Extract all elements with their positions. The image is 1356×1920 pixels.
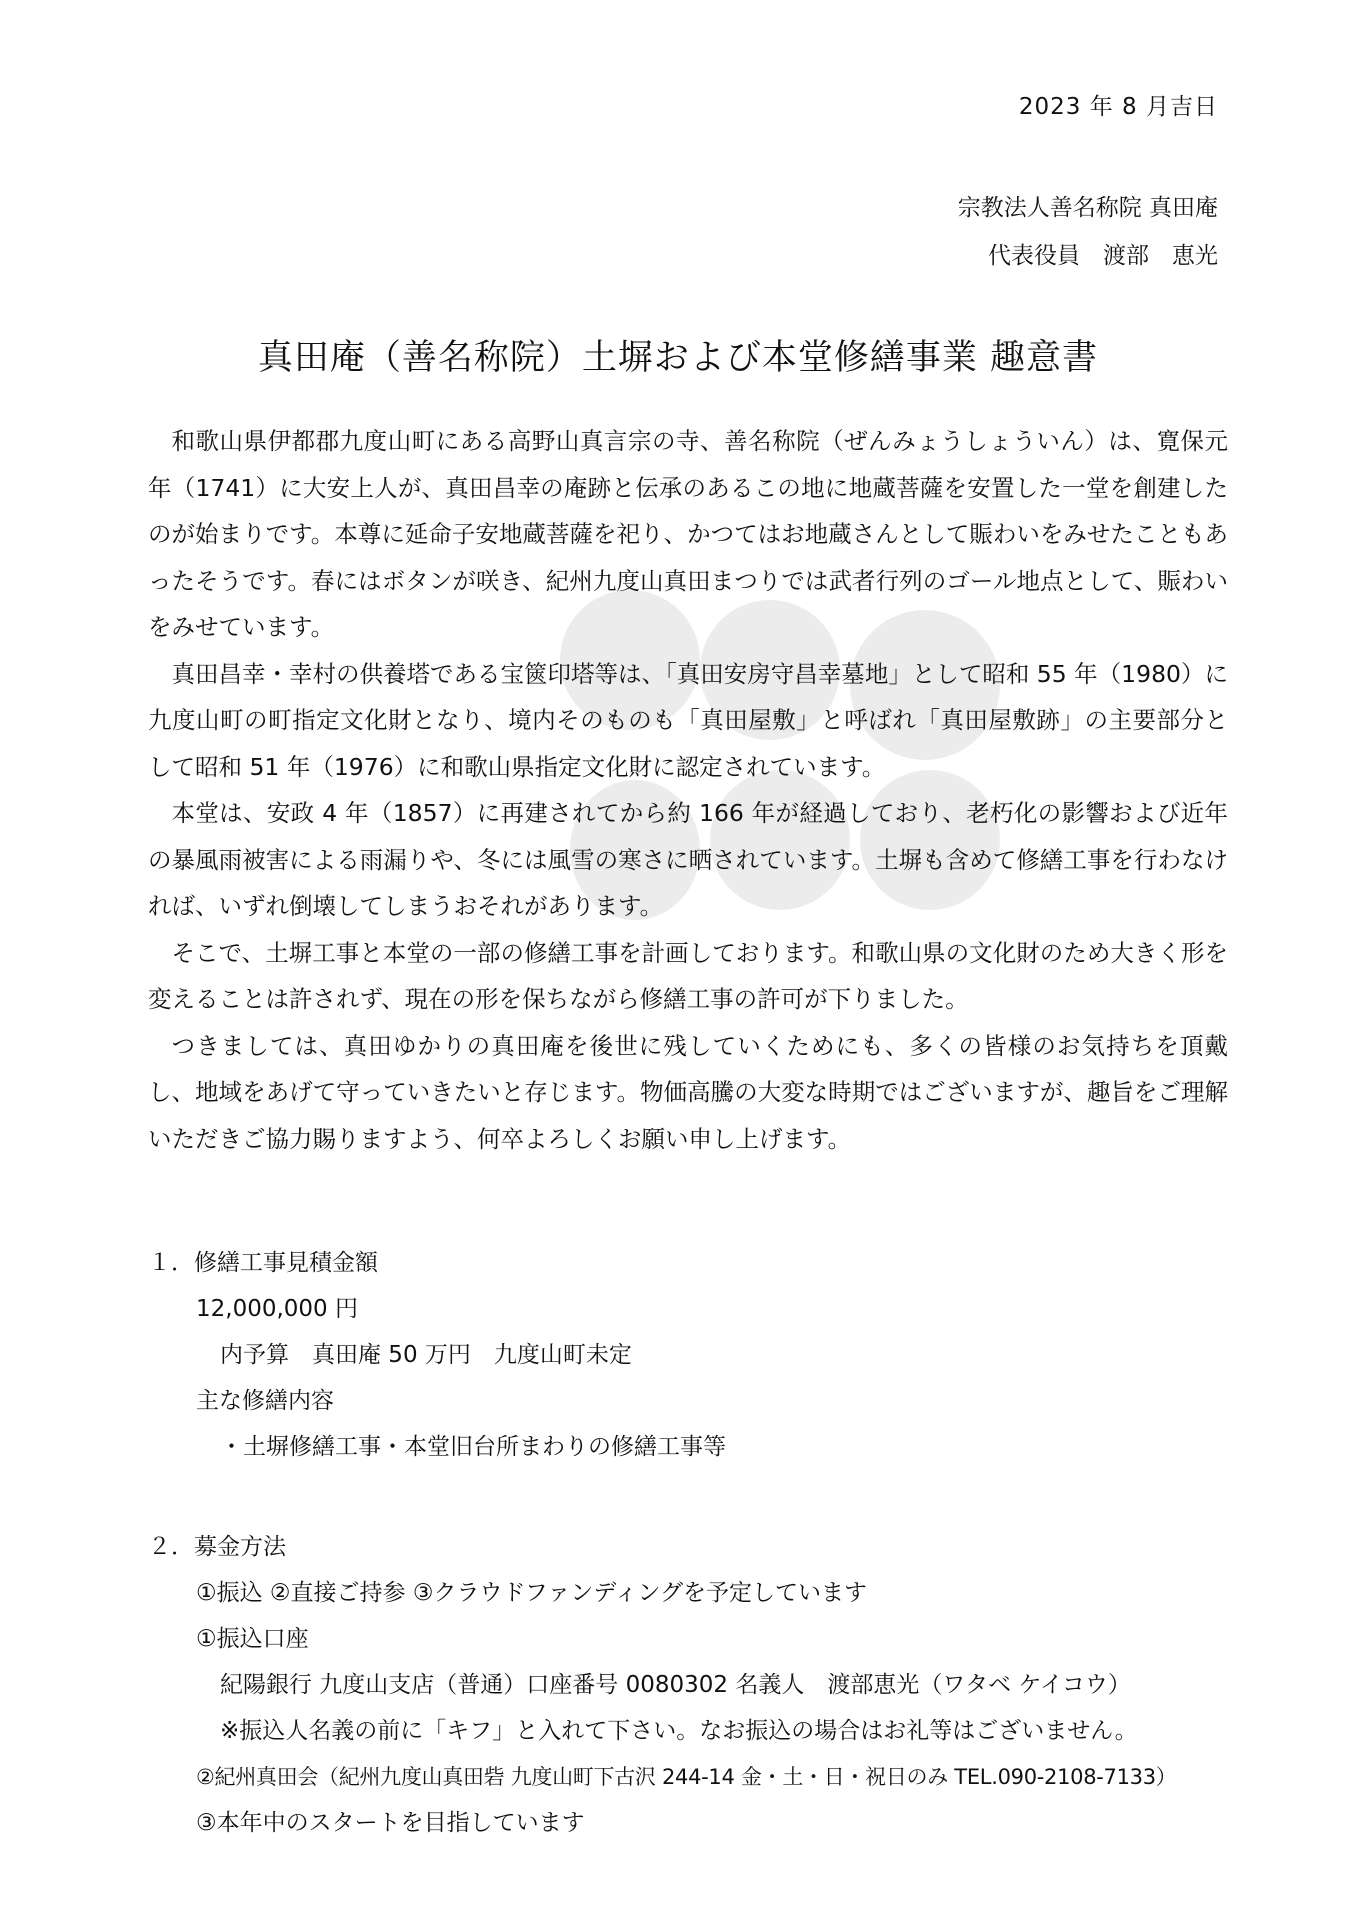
section-fundraising — [148, 1524, 1177, 1846]
document-date: 2023 年 8 月吉日 — [1018, 94, 1218, 120]
fundraising-methods: ①振込 ②直接ご持参 ③クラウドファンディングを予定しています — [196, 1580, 868, 1606]
section-heading: ２．募金方法 — [148, 1534, 286, 1560]
body-text — [148, 418, 1228, 1162]
repair-content-item: ・土塀修繕工事・本堂旧台所まわりの修繕工事等 — [220, 1434, 726, 1460]
section-heading: １．修繕工事見積金額 — [148, 1250, 378, 1276]
repair-content-label: 主な修繕内容 — [196, 1388, 334, 1414]
paragraph: そこで、土塀工事と本堂の一部の修繕工事を計画しております。和歌山県の文化財のため大きく形を変えることは許されず、現在の形を保ちながら修繕工事の許可が下りました。 — [148, 938, 1228, 1013]
budget-breakdown: 内予算 真田庵 50 万円 九度山町未定 — [220, 1342, 632, 1368]
paragraph: 本堂は、安政 4 年（1857）に再建されてから約 166 年が経過しており、老朽化の影響および近年の暴風雨被害による雨漏りや、冬には風雪の寒さに晒されています。土塀も含めて修繕工事を行わなければ、いずれ倒壊してしまうおそれがあります。 — [148, 799, 1228, 920]
representative-name: 代表役員 渡部 恵光 — [988, 243, 1218, 269]
crowdfunding-info: ③本年中のスタートを目指しています — [196, 1810, 585, 1836]
paragraph: 和歌山県伊都郡九度山町にある高野山真言宗の寺、善名称院（ぜんみょうしょういん）は、寛保元年（1741）に大安上人が、真田昌幸の庵跡と伝承のあるこの地に地蔵菩薩を安置した一堂を創建したのが始まりです。本尊に延命子安地蔵菩薩を祀り、かつてはお地蔵さんとして賑わいをみせたこともあったそうです。春にはボタンが咲き、紀州九度山真田まつりでは武者行列のゴール地点として、賑わいをみせています。 — [148, 427, 1228, 641]
direct-delivery-info: ②紀州真田会（紀州九度山真田砦 九度山町下古沢 244-14 金・土・日・祝日のみ TEL.090-2108-7133） — [196, 1765, 1177, 1789]
org-name: 宗教法人善名称院 真田庵 — [957, 195, 1218, 221]
paragraph: つきましては、真田ゆかりの真田庵を後世に残していくためにも、多くの皆様のお気持ちを頂戴し、地域をあげて守っていきたいと存じます。物価高騰の大変な時期ではございますが、趣旨をご理解いただきご協力賜りますよう、何卒よろしくお願い申し上げます。 — [148, 1031, 1228, 1153]
bank-transfer-note: ※振込人名義の前に「キフ」と入れて下さい。なお振込の場合はお礼等はございません。 — [220, 1718, 1138, 1744]
issuer-block — [958, 184, 1218, 280]
estimate-amount: 12,000,000 円 — [196, 1296, 358, 1322]
paragraph: 真田昌幸・幸村の供養塔である宝篋印塔等は、「真田安房守昌幸墓地」として昭和 55 年（1980）に九度山町の町指定文化財となり、境内そのものも「真田屋敷」と呼ばれ「真田屋敷跡」の主要部分として昭和 51 年（1976）に和歌山県指定文化財に認定されています。 — [148, 659, 1228, 781]
bank-account-label: ①振込口座 — [196, 1626, 309, 1652]
document-title: 真田庵（善名称院）土塀および本堂修繕事業 趣意書 — [257, 338, 1099, 378]
bank-account-detail: 紀陽銀行 九度山支店（普通）口座番号 0080302 名義人 渡部恵光（ワタベ ケイコウ） — [220, 1672, 1131, 1698]
section-estimate — [148, 1240, 726, 1470]
